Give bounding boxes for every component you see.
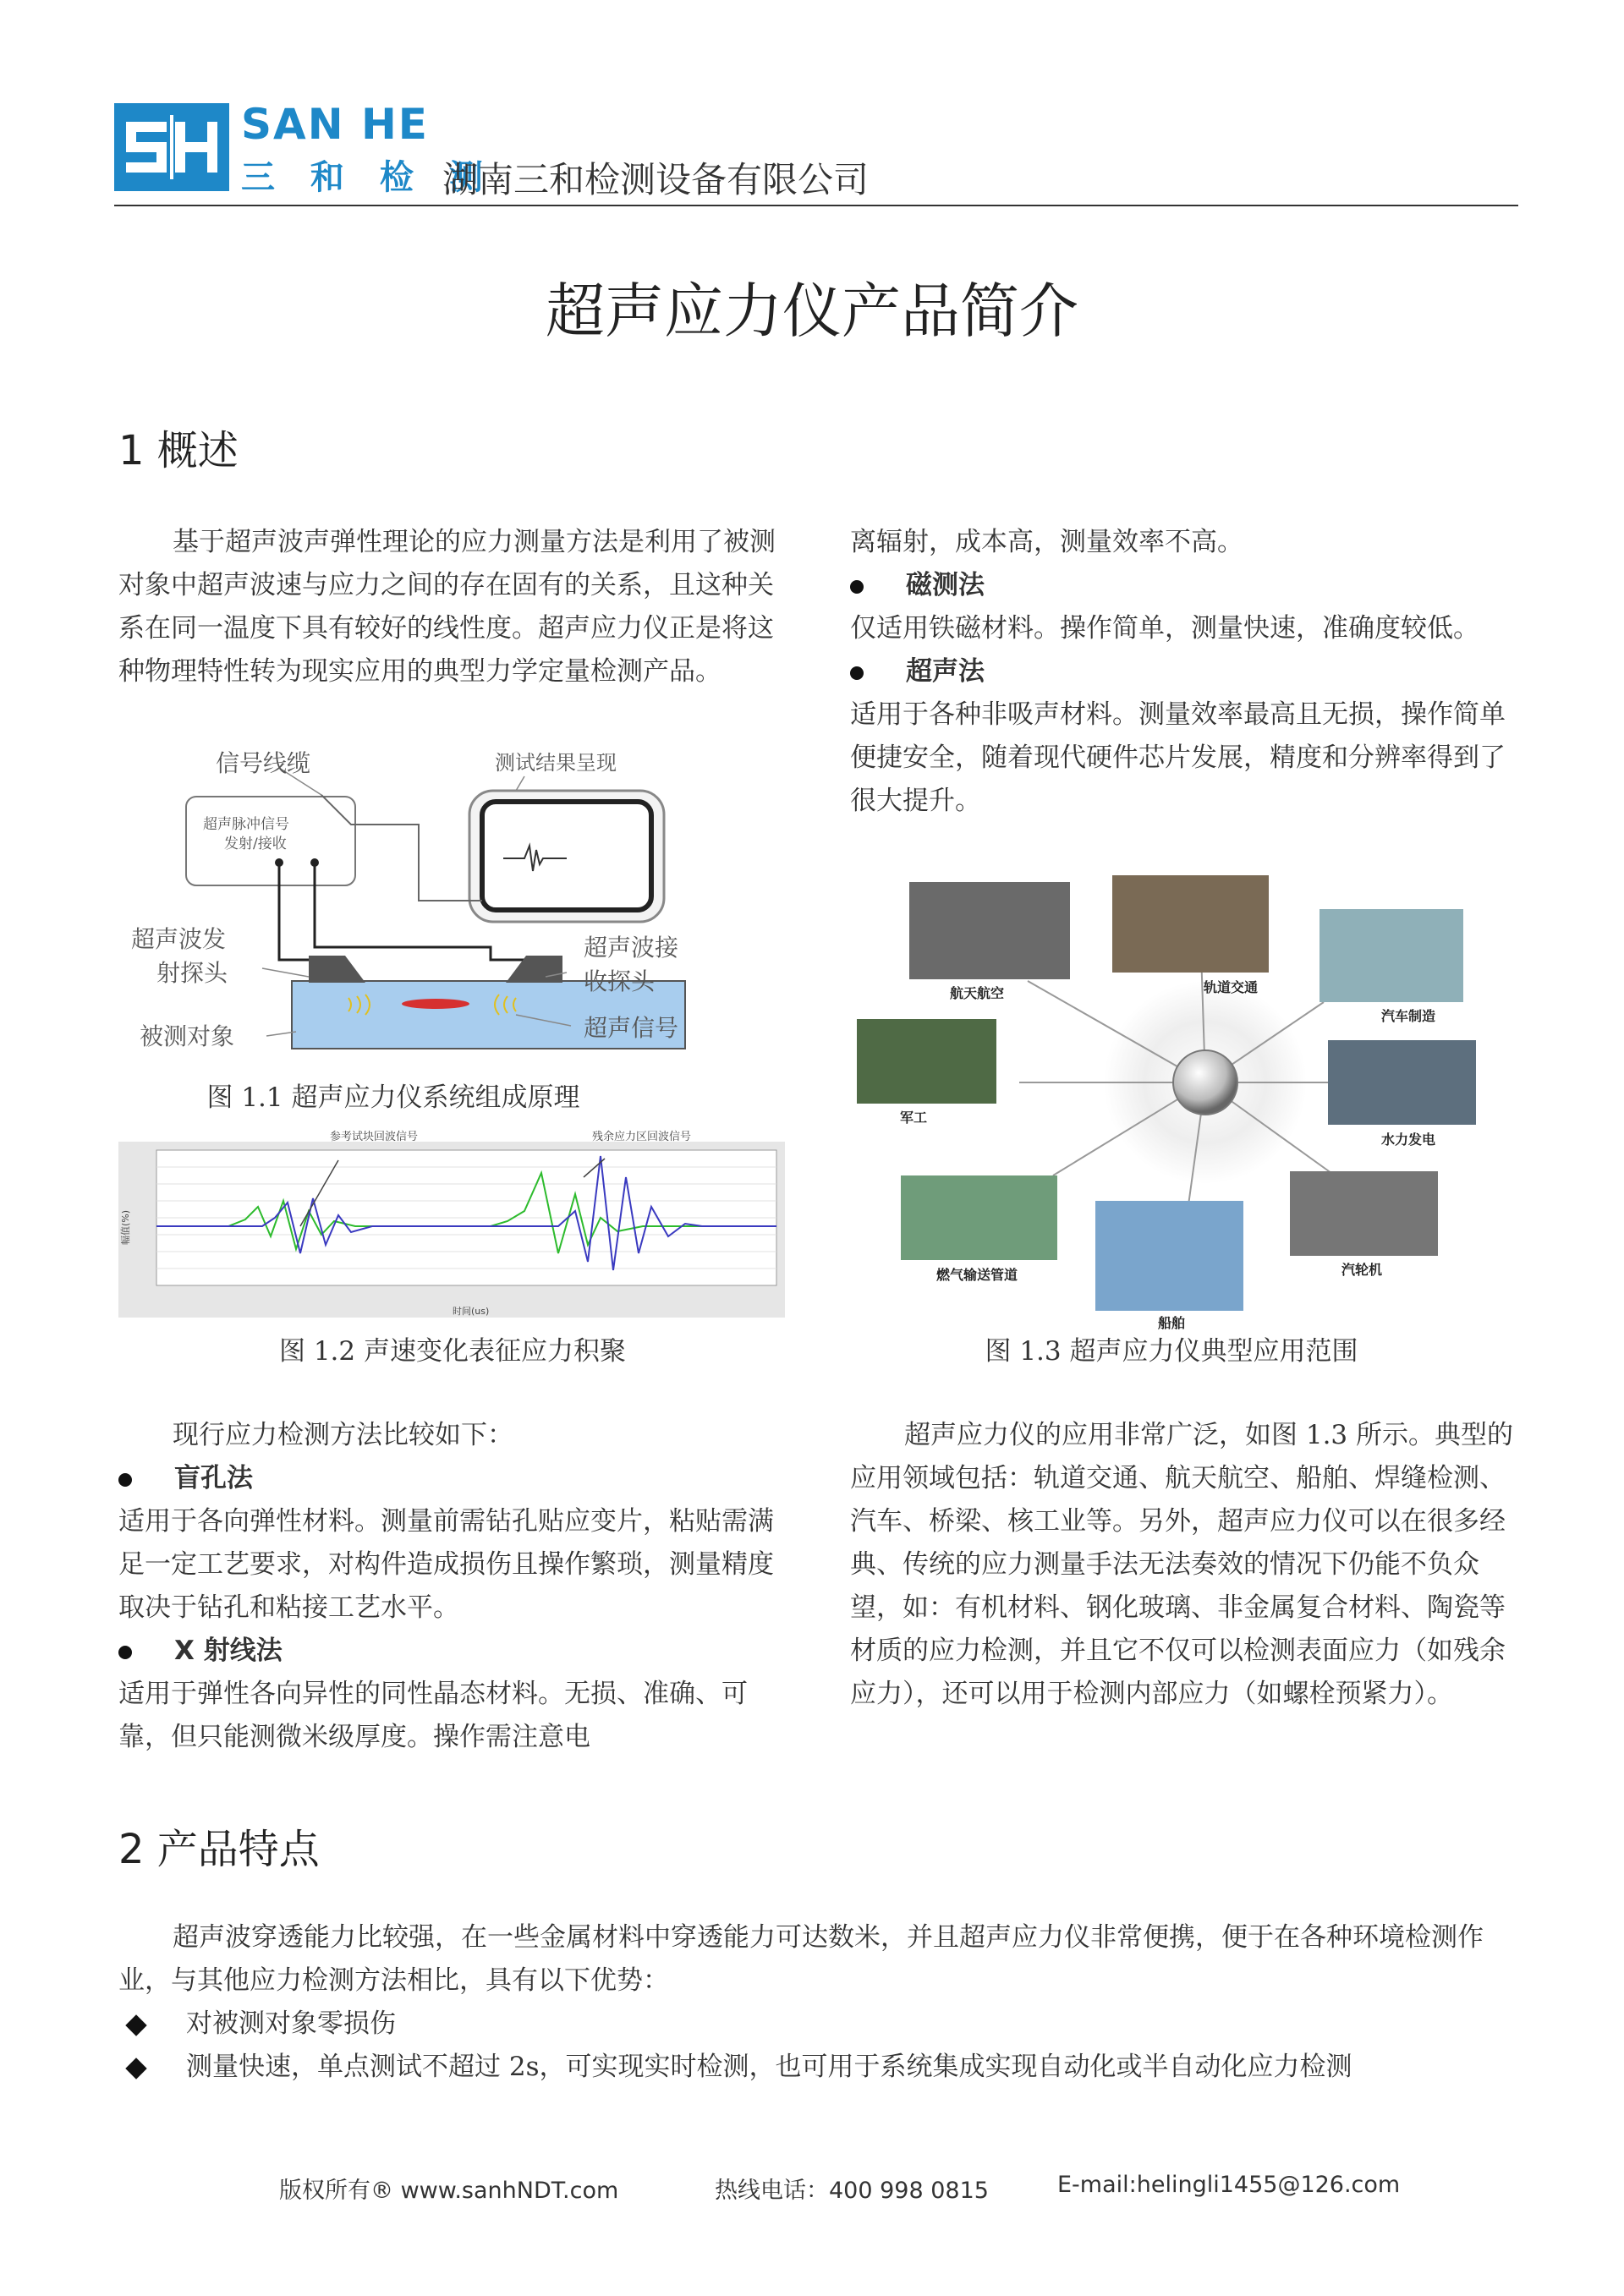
method-desc-blind-hole: 适用于各向弹性材料。测量前需钻孔贴应变片，粘贴需满足一定工艺要求，对构件造成损伤且操作繁琐，测量精度取决于钻孔和粘接工艺水平。 [118, 1506, 774, 1623]
applications-column [850, 1414, 1518, 1716]
bullet-dot-icon [850, 580, 864, 594]
advantage-item: 对被测对象零损伤 [118, 2003, 1522, 2046]
page-header [114, 100, 1518, 205]
intro-paragraph: 基于超声波声弹性理论的应力测量方法是利用了被测对象中超声波速与应力之间的存在固有的关系，且这种关系在同一温度下具有较好的线性度。超声应力仪正是将这种物理特性转为现实应用的典型力学定量检测产品。 [118, 527, 776, 687]
caption-fig3: 图 1.3 超声应力仪典型应用范围 [985, 1336, 1358, 1367]
app-label-aerospace: 航天航空 [949, 985, 1005, 1001]
method-item-blind-hole: 盲孔法 [118, 1457, 791, 1500]
label-object: 被测对象 [140, 1022, 235, 1050]
method-desc-xray: 适用于弹性各向异性的同性晶态材料。无损、准确、可靠，但只能测微米级厚度。操作需注意电 [118, 1679, 748, 1752]
diamond-bullet-icon [125, 2058, 146, 2079]
chart-ylabel: 幅值(%) [120, 1209, 131, 1245]
footer-email[interactable]: E-mail:helingli1455@126.com [1057, 2172, 1401, 2198]
method-item-ultrasonic: 超声法 [850, 650, 1518, 693]
app-label-auto: 汽车制造 [1380, 1008, 1436, 1024]
footer-copyright: 版权所有® www.sanhNDT.com [279, 2178, 619, 2204]
section-heading-features: 2 产品特点 [118, 1826, 320, 1873]
label-rx-line1: 超声波接 [584, 934, 679, 962]
app-label-turbine: 汽轮机 [1341, 1262, 1383, 1278]
chart-xlabel: 时间(us) [453, 1306, 490, 1317]
legend-ref: 参考试块回波信号 [330, 1131, 419, 1143]
method-desc-magnetic: 仅适用铁磁材料。操作简单，测量快速，准确度较低。 [850, 613, 1479, 644]
features-body [118, 1916, 1522, 2089]
figure-waveform-chart [118, 1126, 785, 1318]
app-label-ship: 船舶 [1157, 1315, 1186, 1331]
label-rx-line2: 收探头 [584, 967, 656, 995]
label-box-line2: 发射/接收 [224, 836, 287, 852]
caption-fig1: 图 1.1 超声应力仪系统组成原理 [206, 1082, 580, 1113]
page-title: 超声应力仪产品简介 [546, 277, 1078, 346]
bullet-dot-icon [850, 666, 864, 680]
xray-continuation: 离辐射，成本高，测量效率不高。 [850, 527, 1243, 557]
label-tx-line2: 射探头 [156, 959, 228, 987]
method-item-magnetic: 磁测法 [850, 564, 1518, 607]
label-tx-line1: 超声波发 [131, 925, 227, 953]
sanhe-logo-icon [114, 103, 229, 191]
label-signal: 超声信号 [584, 1014, 679, 1042]
applications-paragraph: 超声应力仪的应用非常广泛，如图 1.3 所示。典型的应用领域包括：轨道交通、航天航空、船舶、焊缝检测、汽车、桥梁、核工业等。另外，超声应力仪可以在很多经典、传统的应力测量手法无法奏效的情况下仍能不负众望，如：有机材料、钢化玻璃、非金属复合材料、陶瓷等材质的应力检测，并且它不仅可以检测表面应力（如残余应力），还可以用于检测内部应力（如螺栓预紧力）。 [850, 1420, 1514, 1709]
label-box-line1: 超声脉冲信号 [203, 816, 289, 833]
label-cable: 信号线缆 [216, 749, 311, 777]
compare-intro: 现行应力检测方法比较如下： [173, 1420, 513, 1450]
app-label-hydro: 水力发电 [1380, 1132, 1436, 1148]
header-divider [114, 205, 1518, 206]
label-result: 测试结果呈现 [495, 751, 617, 775]
advantage-item: 测量快速，单点测试不超过 2s，可实现实时检测，也可用于系统集成实现自动化或半自动化应力检测 [118, 2046, 1522, 2089]
caption-fig2: 图 1.2 声速变化表征应力积聚 [278, 1336, 626, 1367]
footer-hotline: 热线电话：400 998 0815 [715, 2178, 989, 2204]
brand-chinese: 三 和 检 测 [241, 158, 495, 197]
features-intro: 超声波穿透能力比较强，在一些金属材料中穿透能力可达数米，并且超声应力仪非常便携，便于在各种环境检测作业，与其他应力检测方法相比，具有以下优势： [118, 1922, 1484, 1996]
figure-system-diagram [118, 744, 787, 1066]
page-footer [0, 2172, 1624, 2206]
methods-right-column [850, 521, 1518, 823]
bullet-dot-icon [118, 1473, 132, 1487]
overview-intro [118, 521, 791, 693]
app-label-rail: 轨道交通 [1203, 979, 1259, 995]
section-heading-overview: 1 概述 [118, 427, 239, 474]
company-name: 湖南三和检测设备有限公司 [442, 159, 870, 200]
brand-english: SAN HE [241, 100, 429, 149]
method-desc-ultrasonic: 适用于各种非吸声材料。测量效率最高且无损，操作简单便捷安全，随着现代硬件芯片发展，精度和分辨率得到了很大提升。 [850, 699, 1506, 816]
methods-left-column [118, 1414, 791, 1759]
bullet-dot-icon [118, 1646, 132, 1659]
diamond-bullet-icon [125, 2014, 146, 2036]
app-label-gas-pipeline: 燃气输送管道 [935, 1267, 1018, 1283]
method-item-xray: X 射线法 [118, 1630, 791, 1673]
app-label-military: 军工 [899, 1110, 928, 1126]
legend-res: 残余应力区回波信号 [592, 1131, 692, 1143]
figure-application-range [850, 875, 1518, 1332]
